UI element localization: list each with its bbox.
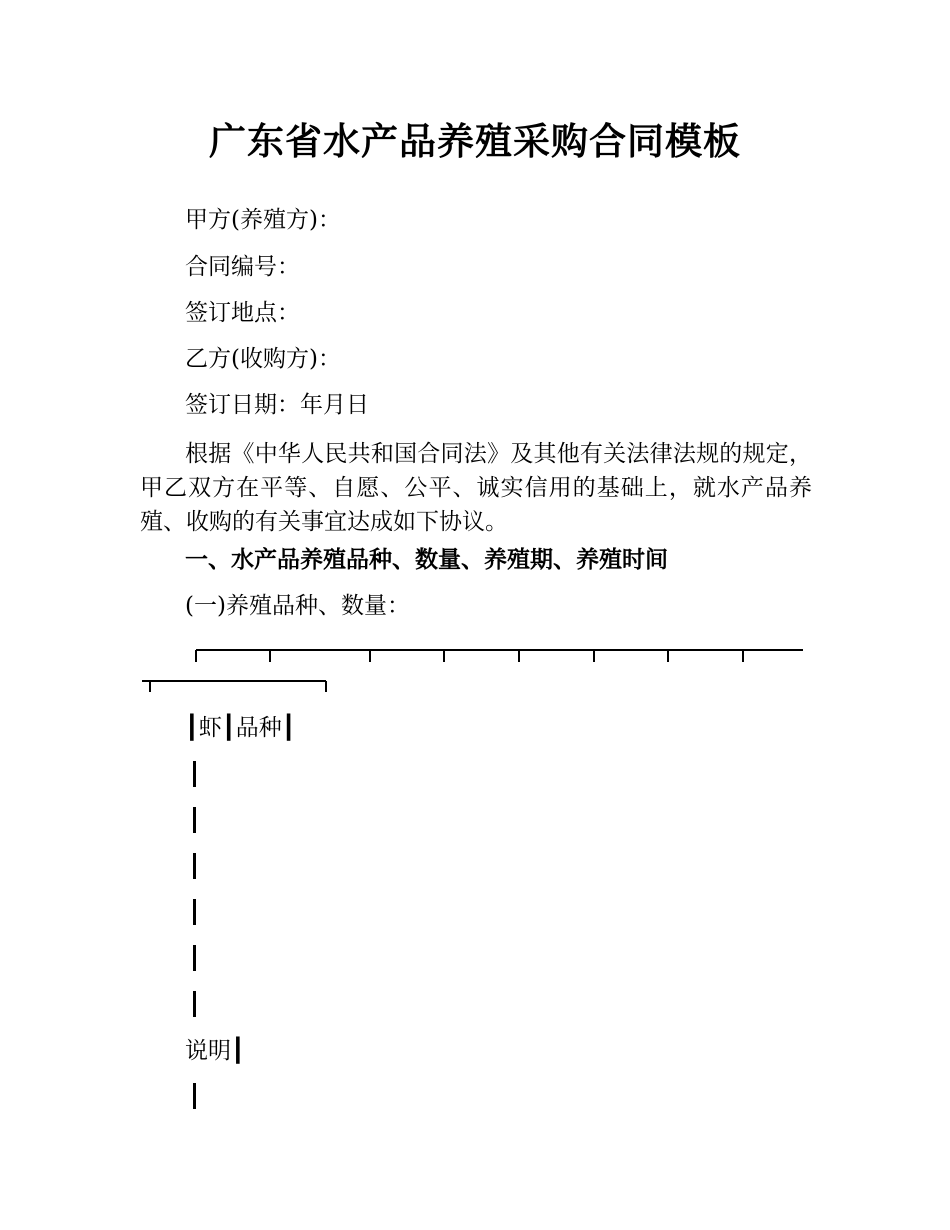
table-row-border <box>193 945 196 971</box>
table-row-border <box>193 807 196 833</box>
field-signing-place: 签订地点： <box>185 300 300 326</box>
table-row-border <box>193 899 196 925</box>
table-row-border <box>193 1083 196 1109</box>
table-header-row: ┃虾┃品种┃ <box>185 715 296 741</box>
table-row-border <box>193 991 196 1017</box>
document-title: 广东省水产品养殖采购合同模板 <box>209 120 741 163</box>
subsection-1-label: (一)养殖品种、数量： <box>185 593 410 619</box>
field-signing-date: 签订日期：年月日 <box>185 392 369 418</box>
section-1-heading: 一、水产品养殖品种、数量、养殖期、养殖时间 <box>185 547 668 573</box>
intro-paragraph: 根据《中华人民共和国合同法》及其他有关法律法规的规定，甲乙双方在平等、自愿、公平、诚实信用的基础上，就水产品养殖、收购的有关事宜达成如下协议。 <box>140 441 812 535</box>
table-row-border <box>193 853 196 879</box>
table-row-border <box>193 761 196 787</box>
field-party-b: 乙方(收购方)： <box>185 346 341 372</box>
table-notes-label: 说明┃ <box>185 1038 245 1064</box>
field-contract-number: 合同编号： <box>185 254 300 280</box>
field-party-a: 甲方(养殖方)： <box>185 207 341 233</box>
